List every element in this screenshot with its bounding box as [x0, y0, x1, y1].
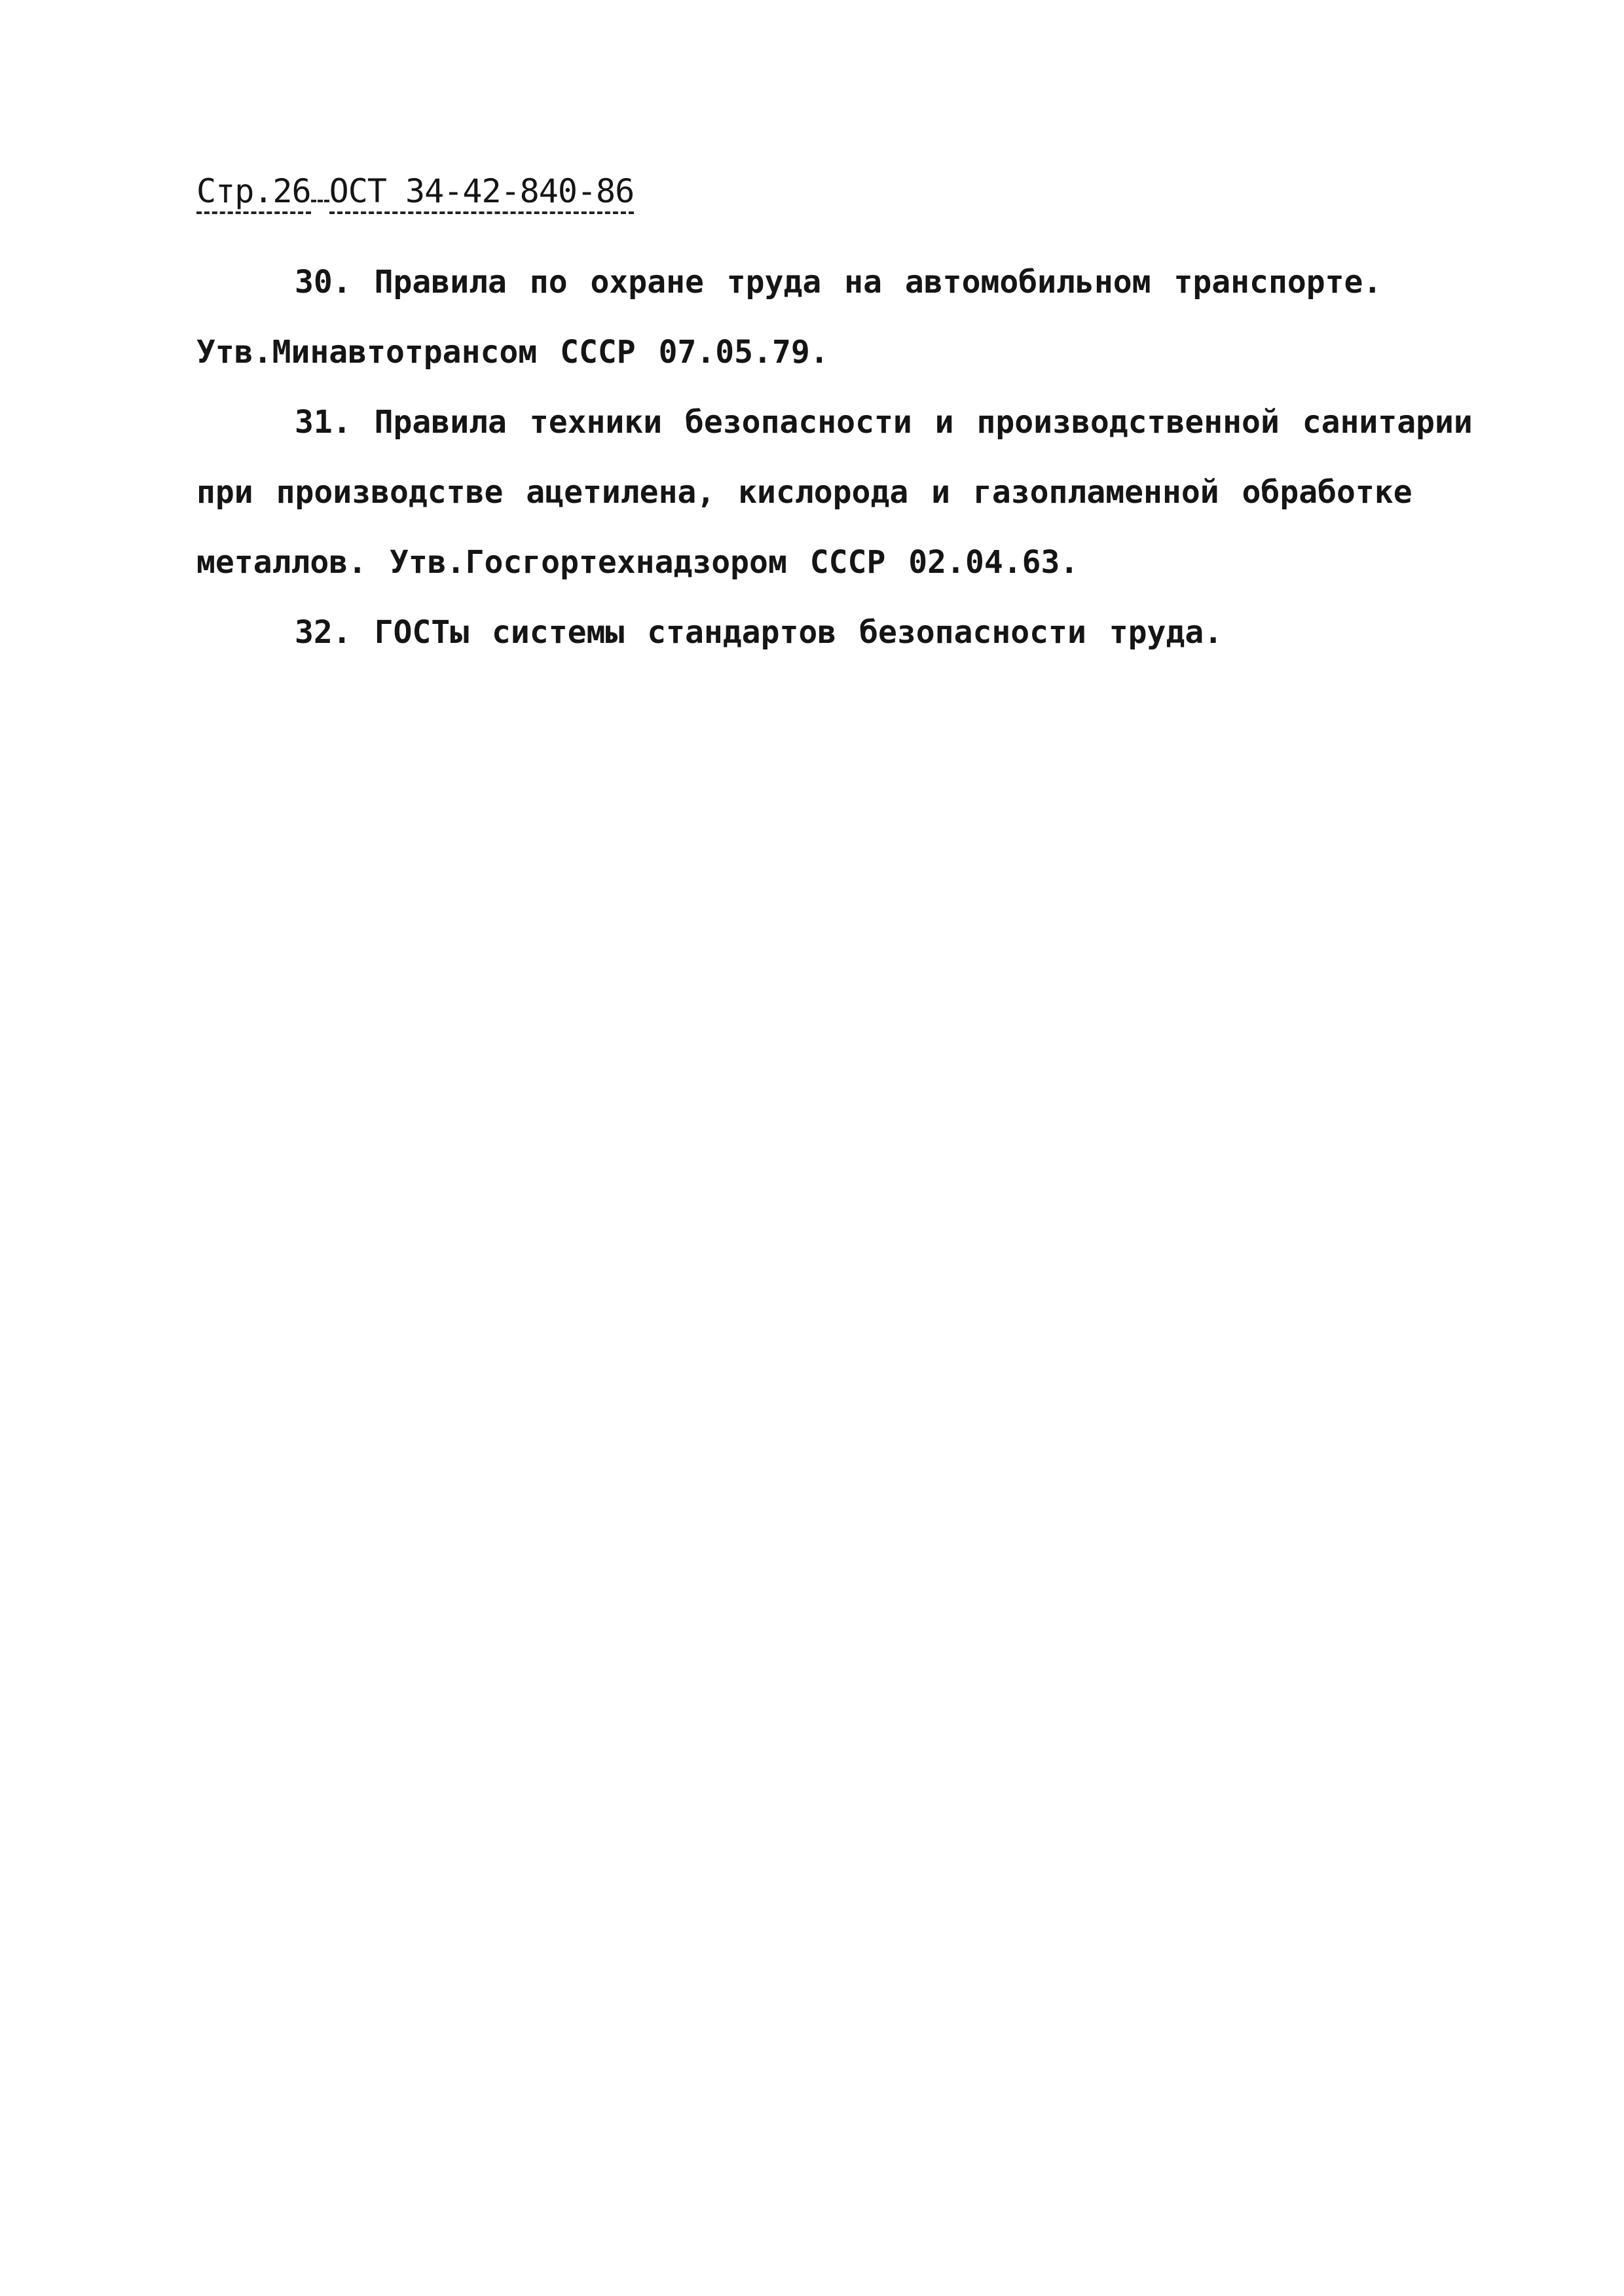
- item-text: Правила техники безопасности и производственной санитарии при производстве ацетилена, кислорода и газопламенной обработке металлов. Утв.Госгортехнадзором СССР 02.04.63.: [196, 404, 1473, 581]
- item-number: 31.: [295, 404, 352, 441]
- item-text: ГОСТы системы стандартов безопасности труда.: [374, 614, 1223, 651]
- item-text: Правила по охране труда на автомобильном транспорте. Утв.Минавтотрансом СССР 07.05.79.: [196, 264, 1382, 371]
- page-header: [196, 172, 634, 211]
- list-item: [196, 247, 1480, 388]
- item-number: 32.: [295, 614, 352, 651]
- page-number-label: Стр.26: [196, 172, 311, 214]
- document-body: [196, 247, 1480, 668]
- list-item: [196, 388, 1480, 598]
- item-number: 30.: [295, 264, 352, 301]
- standard-code: ОСТ 34-42-840-86: [329, 172, 635, 214]
- header-separator: [311, 198, 329, 202]
- list-item: [196, 598, 1480, 668]
